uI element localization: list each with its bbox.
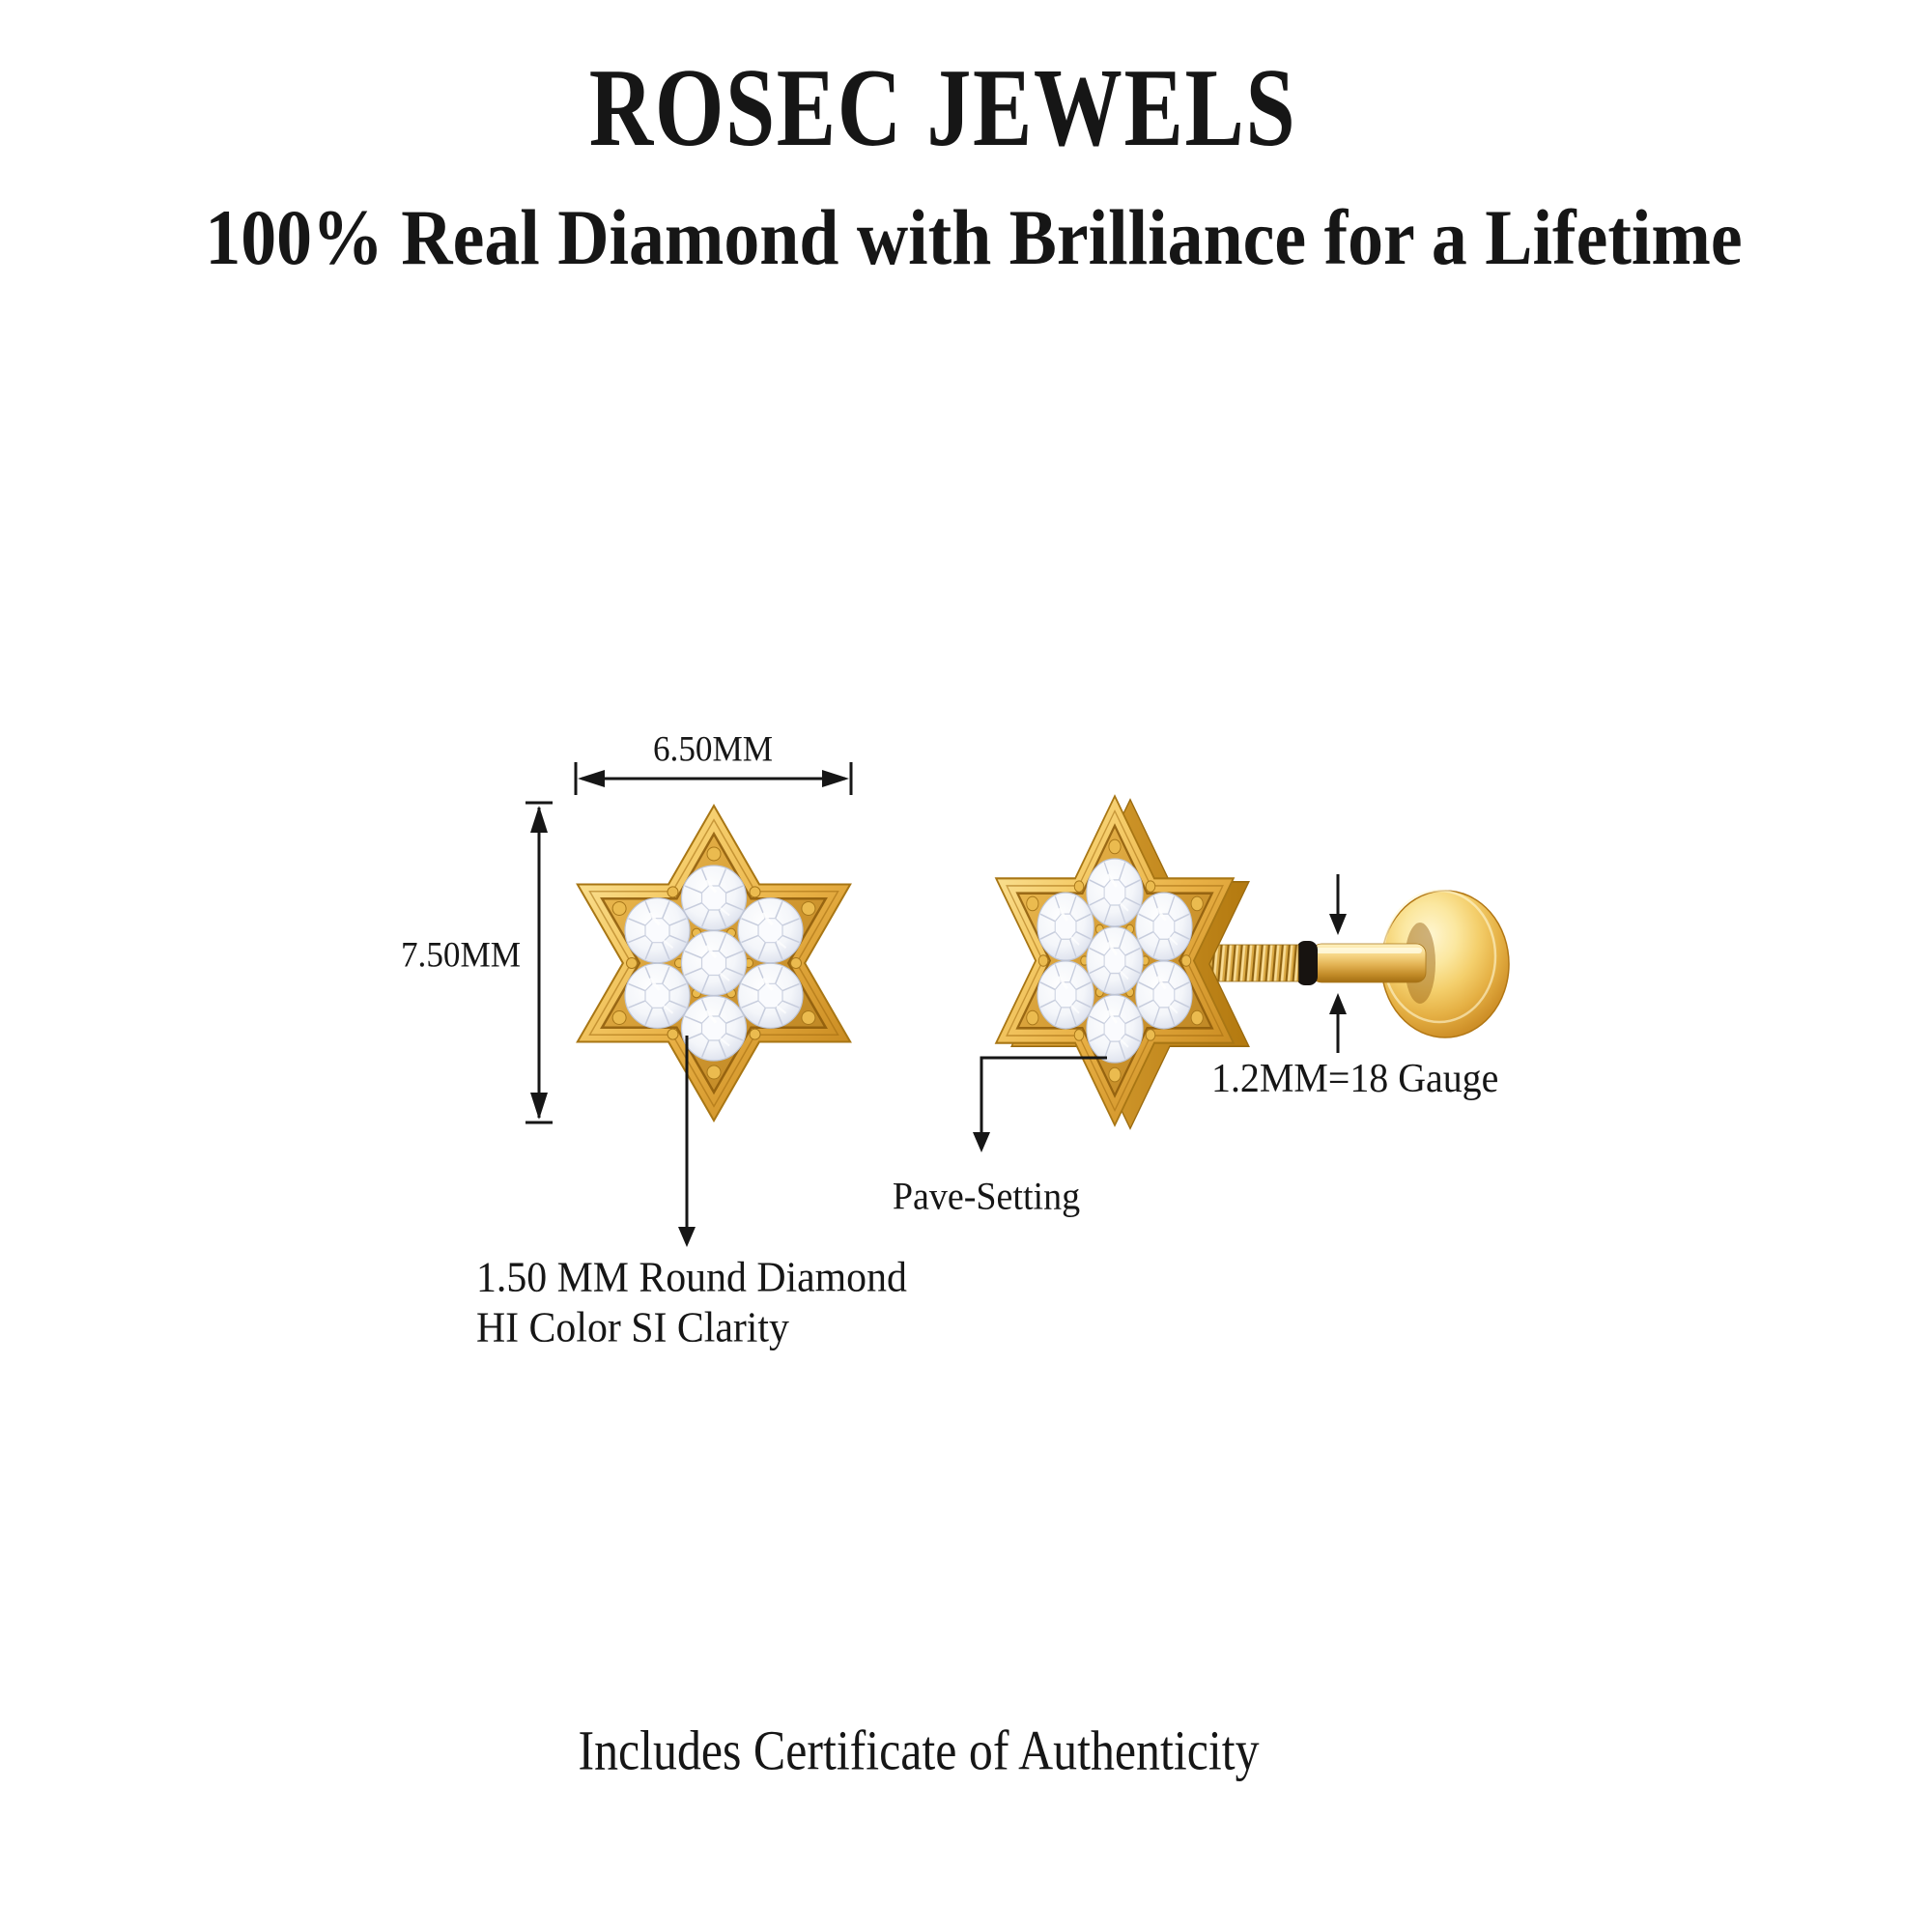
o-ring (1296, 941, 1318, 985)
arrow-left-icon (578, 770, 605, 787)
post-barrel-highlight (1316, 948, 1422, 953)
arrow-up-icon (530, 806, 548, 833)
arrow-down-icon (1329, 914, 1347, 935)
pave-setting-callout (973, 1058, 1107, 1152)
certificate-note: Includes Certificate of Authenticity (578, 1719, 1260, 1782)
arrow-right-icon (822, 770, 849, 787)
height-dimension-label: 7.50MM (400, 935, 522, 976)
diamond-note-line1: 1.50 MM Round Diamond (476, 1253, 907, 1301)
brand-title: ROSEC JEWELS (588, 46, 1297, 169)
arrow-down-icon (530, 1093, 548, 1120)
pave-setting-label: Pave-Setting (892, 1174, 1081, 1218)
tagline: 100% Real Diamond with Brilliance for a Lifetime (205, 193, 1743, 281)
threaded-post (1208, 945, 1298, 981)
earring-front-view (578, 806, 850, 1121)
gauge-dimension-label: 1.2MM=18 Gauge (1211, 1057, 1499, 1101)
diamond-note-line2: HI Color SI Clarity (476, 1303, 789, 1351)
arrow-up-icon (1329, 993, 1347, 1014)
width-dimension-label: 6.50MM (652, 729, 774, 770)
arrow-down-icon (678, 1227, 696, 1247)
height-dimension (526, 803, 553, 1122)
arrow-down-icon (973, 1132, 990, 1152)
